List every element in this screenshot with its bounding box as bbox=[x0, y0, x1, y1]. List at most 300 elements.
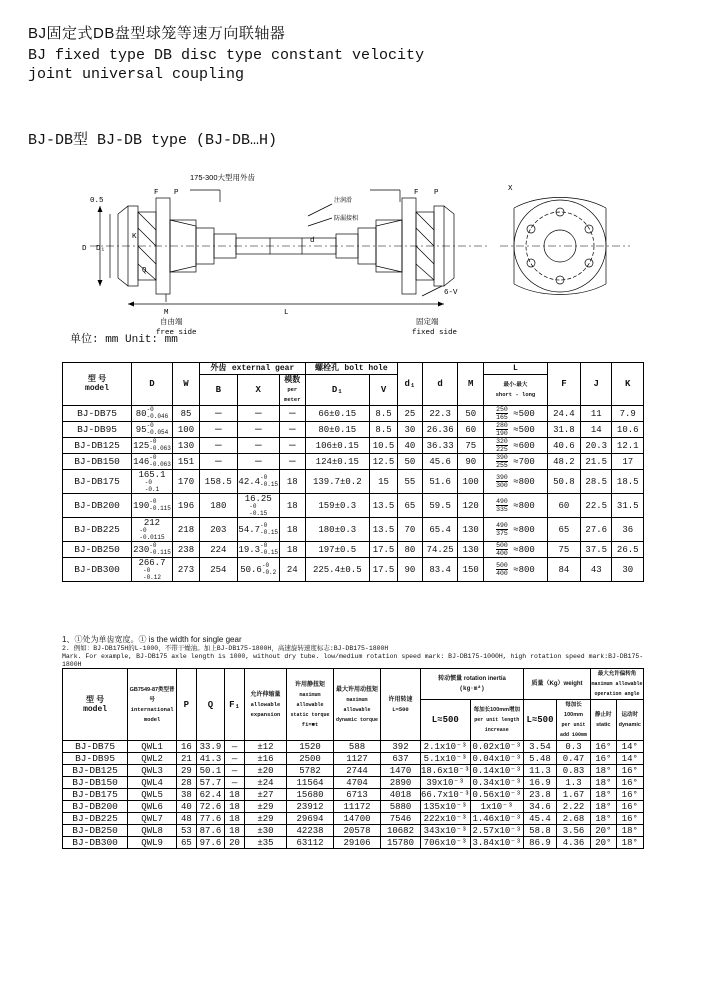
cell-F1: — bbox=[225, 777, 245, 789]
cell-module: 18 bbox=[279, 518, 305, 542]
cell-static-torque: 2500 bbox=[287, 753, 334, 765]
cell-angle-dynamic: 16° bbox=[616, 813, 643, 825]
cell-angle-dynamic: 18° bbox=[616, 837, 643, 849]
cell-model: BJ-DB75 bbox=[63, 741, 128, 753]
cell-model: BJ-DB225 bbox=[63, 813, 128, 825]
cell-J: 14 bbox=[581, 422, 612, 438]
note-1: 1、①处为单齿宽度。① is the width for single gear bbox=[62, 635, 242, 644]
cell-inertia2: 1.46x10⁻³ bbox=[470, 813, 523, 825]
cell-D1: 80±0.15 bbox=[305, 422, 369, 438]
cell-D1: 124±0.15 bbox=[305, 454, 369, 470]
cell-F1: — bbox=[225, 765, 245, 777]
cell-X: 42.4 -0 -0.15 bbox=[237, 470, 279, 494]
drawing-label-D: D bbox=[82, 245, 87, 253]
cell-speed: 637 bbox=[381, 753, 421, 765]
cell-P: 16 bbox=[177, 741, 197, 753]
cell-X: 19.3 -0 -0.15 bbox=[238, 542, 279, 556]
cell-M: 120 bbox=[458, 494, 484, 518]
cell-expansion: ±29 bbox=[244, 813, 286, 825]
cell-inertia2: 0.04x10⁻³ bbox=[470, 753, 523, 765]
th2-angle: 最大允许偏转角 maximum allowable operation angle bbox=[591, 669, 644, 700]
table-row bbox=[63, 470, 644, 494]
cell-dynamic-torque: 6713 bbox=[334, 789, 381, 801]
cell-weight2: 0.83 bbox=[556, 765, 590, 777]
cell-Q: 33.9 bbox=[196, 741, 225, 753]
cell-V: 8.5 bbox=[370, 422, 398, 438]
technical-drawing bbox=[70, 168, 640, 337]
cell-K: 12.1 bbox=[612, 438, 644, 454]
cell-J: 28.5 bbox=[581, 470, 612, 494]
th-d1: d₁ bbox=[398, 363, 423, 406]
cell-V: 8.5 bbox=[370, 406, 398, 422]
cell-B: 203 bbox=[200, 518, 237, 542]
note-3: Mark. For example, BJ-DB175 axle length is 1000, without dry tube. low/medium rotation speed mark: BJ-DB175-1000H, high rotation speed mark:BJ-DB175-1800H bbox=[62, 653, 644, 668]
cell-F: 50.8 bbox=[547, 470, 580, 494]
cell-D: 212 -0 -0.0115 bbox=[132, 518, 173, 542]
cell-model: BJ-DB225 bbox=[63, 518, 132, 542]
cell-P: 40 bbox=[177, 801, 197, 813]
cell-model: BJ-DB95 bbox=[63, 422, 132, 438]
cell-speed: 15780 bbox=[381, 837, 421, 849]
table2-header-row bbox=[63, 669, 644, 700]
table-header-row bbox=[63, 363, 644, 375]
cell-expansion: ±35 bbox=[244, 837, 286, 849]
cell-D: 95 -0 -0.054 bbox=[132, 422, 173, 438]
cell-module: — bbox=[279, 406, 305, 422]
cell-P: 48 bbox=[177, 813, 197, 825]
cell-L: $\frac{500}{400}$ ≈800 bbox=[484, 542, 548, 558]
cell-V: 15 bbox=[370, 470, 398, 494]
cell-F: 75 bbox=[547, 542, 580, 558]
cell-weight1: 5.48 bbox=[524, 753, 557, 765]
cell-angle-dynamic: 18° bbox=[616, 825, 643, 837]
cell-B: — bbox=[200, 406, 237, 422]
cell-Q: 72.6 bbox=[196, 801, 225, 813]
cell-inertia1: 135x10⁻³ bbox=[420, 801, 470, 813]
cell-X: — bbox=[237, 438, 279, 454]
dimensions-table bbox=[62, 362, 644, 582]
cell-inertia1: 18.6x10⁻³ bbox=[420, 765, 470, 776]
cell-dynamic-torque: 1127 bbox=[334, 753, 381, 765]
cell-W: 151 bbox=[172, 454, 199, 470]
cell-L: $\frac{390}{300}$ ≈800 bbox=[484, 470, 548, 494]
cell-expansion: ±29 bbox=[244, 801, 286, 813]
cell-D: 230 -0 -0.115 bbox=[133, 542, 171, 556]
cell-model: BJ-DB175 bbox=[63, 789, 128, 801]
cell-F1: 18 bbox=[225, 789, 245, 801]
cell-B: 224 bbox=[200, 542, 237, 558]
cell-inertia1: 343x10⁻³ bbox=[420, 825, 470, 837]
cell-Q: 77.6 bbox=[196, 813, 225, 825]
cell-module: — bbox=[279, 422, 305, 438]
cell-J: 20.3 bbox=[581, 438, 612, 454]
th2-P: P bbox=[177, 669, 197, 741]
drawing-label-grease: 注润滑 bbox=[334, 198, 353, 204]
cell-d: 26.36 bbox=[422, 422, 458, 438]
th-V: V bbox=[370, 375, 398, 406]
cell-inertia2: 3.84x10⁻³ bbox=[470, 837, 523, 849]
cell-P: 21 bbox=[177, 753, 197, 765]
cell-d: 51.6 bbox=[422, 470, 458, 494]
cell-V: 17.5 bbox=[370, 542, 398, 558]
cell-L: $\frac{320}{225}$ ≈600 bbox=[484, 438, 548, 454]
cell-weight2: 1.3 bbox=[556, 777, 590, 789]
cell-weight1: 45.4 bbox=[524, 813, 557, 825]
cell-K: 30 bbox=[612, 558, 644, 582]
cell-angle-static: 18° bbox=[591, 765, 617, 777]
cell-speed: 2890 bbox=[381, 777, 421, 789]
drawing-label-Q: Q bbox=[142, 267, 147, 275]
cell-J: 27.6 bbox=[581, 518, 612, 542]
cell-F: 84 bbox=[547, 558, 580, 582]
cell-intl: QWL4 bbox=[128, 777, 177, 789]
cell-dynamic-torque: 20578 bbox=[334, 825, 381, 837]
cell-inertia1: 66.7x10⁻³ bbox=[420, 789, 470, 800]
cell-inertia1: 706x10⁻³ bbox=[420, 837, 470, 849]
cell-model: BJ-DB95 bbox=[63, 753, 128, 765]
cell-module: 24 bbox=[279, 558, 305, 582]
table-row bbox=[63, 518, 644, 542]
cell-model: BJ-DB125 bbox=[63, 438, 132, 454]
cell-module: 18 bbox=[279, 470, 305, 494]
cell-W: 170 bbox=[172, 470, 199, 494]
drawing-svg bbox=[70, 168, 640, 337]
th-external-gear: 外齿 external gear bbox=[200, 363, 305, 375]
th2-Q: Q bbox=[196, 669, 225, 741]
cell-model: BJ-DB300 bbox=[63, 558, 132, 582]
cell-K: 7.9 bbox=[612, 406, 644, 422]
table-row bbox=[63, 494, 644, 518]
subtitle: BJ-DB型 BJ-DB type (BJ-DB…H) bbox=[28, 132, 278, 149]
cell-D1: 197±0.5 bbox=[305, 542, 369, 558]
th2-dynamic-torque: 最大许用动扭矩 maximum allowable dynamic torque bbox=[334, 669, 381, 741]
cell-weight2: 2.22 bbox=[556, 801, 590, 813]
cell-L: $\frac{280}{190}$ ≈500 bbox=[484, 422, 548, 438]
cell-d1: 55 bbox=[398, 470, 423, 494]
cell-F1: 18 bbox=[225, 825, 245, 837]
drawing-label-fixedside-en: fixed side bbox=[412, 329, 458, 337]
cell-speed: 1470 bbox=[381, 765, 421, 777]
cell-L: $\frac{490}{375}$ ≈800 bbox=[484, 518, 548, 542]
cell-dynamic-torque: 14700 bbox=[334, 813, 381, 825]
cell-intl: QWL8 bbox=[128, 825, 177, 837]
cell-F: 31.8 bbox=[547, 422, 580, 438]
cell-weight1: 11.3 bbox=[524, 765, 557, 777]
cell-model: BJ-DB175 bbox=[63, 470, 132, 494]
table-row bbox=[63, 789, 644, 801]
cell-F: 48.2 bbox=[547, 454, 580, 470]
cell-speed: 5880 bbox=[381, 801, 421, 813]
cell-intl: QWL2 bbox=[128, 753, 177, 765]
cell-expansion: ±24 bbox=[244, 777, 286, 789]
cell-module: 18 bbox=[279, 542, 305, 558]
cell-B: 180 bbox=[200, 494, 237, 518]
title-block bbox=[28, 22, 678, 84]
table-row bbox=[63, 753, 644, 765]
cell-Q: 41.3 bbox=[196, 753, 225, 765]
cell-K: 31.5 bbox=[612, 494, 644, 518]
th2-speed: 许用转速 L≈500 bbox=[381, 669, 421, 741]
cell-P: 38 bbox=[177, 789, 197, 801]
th-D1: D₁ bbox=[305, 375, 369, 406]
cell-angle-static: 20° bbox=[591, 837, 617, 849]
cell-inertia2: 1x10⁻³ bbox=[470, 801, 523, 813]
cell-B: 158.5 bbox=[200, 470, 237, 494]
th2-inertia-L500: L≈500 bbox=[420, 700, 470, 741]
cell-angle-dynamic: 16° bbox=[616, 765, 643, 777]
drawing-label-freeside-en: free side bbox=[156, 329, 197, 337]
cell-dynamic-torque: 2744 bbox=[334, 765, 381, 777]
table-row bbox=[63, 558, 644, 582]
cell-L: $\frac{250}{165}$ ≈500 bbox=[484, 406, 548, 422]
drawing-label-d: d bbox=[310, 237, 315, 245]
table-body bbox=[63, 406, 644, 582]
cell-Q: 50.1 bbox=[196, 765, 225, 777]
cell-angle-dynamic: 14° bbox=[616, 741, 643, 753]
cell-speed: 10682 bbox=[381, 825, 421, 837]
cell-model: BJ-DB125 bbox=[63, 765, 128, 777]
cell-model: BJ-DB250 bbox=[63, 825, 128, 837]
notes-block bbox=[62, 634, 648, 669]
th2-angle-dynamic: 运动时 dynamic bbox=[616, 700, 643, 741]
drawing-label-P: P bbox=[174, 189, 179, 197]
cell-inertia1: 2.1x10⁻³ bbox=[420, 741, 470, 753]
cell-module: 18 bbox=[279, 494, 305, 518]
cell-weight1: 23.8 bbox=[524, 789, 557, 801]
cell-D: 165.1 -0 -0.1 bbox=[132, 470, 173, 494]
cell-J: 11 bbox=[581, 406, 612, 422]
th-W: W bbox=[172, 363, 199, 406]
cell-F1: 18 bbox=[225, 813, 245, 825]
cell-weight2: 0.3 bbox=[556, 741, 590, 753]
cell-L: $\frac{390}{255}$ ≈700 bbox=[484, 454, 548, 470]
cell-static-torque: 23912 bbox=[287, 801, 334, 813]
cell-D: 80 -0 -0.046 bbox=[132, 406, 173, 422]
cell-J: 37.5 bbox=[581, 542, 612, 558]
note-2: 2. 例如：BJ-DB175H的L-1000，不带干燥油。加上BJ-DB175-1800H，高速旋转速度标志:BJ-DB175-1800H bbox=[62, 645, 389, 652]
cell-K: 17 bbox=[612, 454, 644, 470]
cell-angle-static: 16° bbox=[591, 741, 617, 753]
cell-F: 60 bbox=[547, 494, 580, 518]
th-d: d bbox=[422, 363, 458, 406]
cell-B: — bbox=[200, 422, 237, 438]
table-row bbox=[63, 801, 644, 813]
cell-speed: 7546 bbox=[381, 813, 421, 825]
drawing-label-D1: D₁ bbox=[96, 245, 106, 253]
cell-D1: 180±0.3 bbox=[305, 518, 369, 542]
cell-P: 53 bbox=[177, 825, 197, 837]
th-model: 型 号 model bbox=[63, 363, 132, 406]
cell-d: 74.25 bbox=[422, 542, 458, 558]
cell-inertia2: 0.56x10⁻³ bbox=[470, 789, 523, 801]
cell-M: 50 bbox=[458, 406, 484, 422]
th2-international: GB7549-87类型普号 international model bbox=[128, 669, 177, 741]
title-english-line1: BJ fixed type DB disc type constant velocity bbox=[28, 47, 425, 64]
cell-model: BJ-DB300 bbox=[63, 837, 128, 849]
title-english-line2: joint universal coupling bbox=[28, 66, 245, 83]
table-row bbox=[63, 813, 644, 825]
cell-Q: 87.6 bbox=[196, 825, 225, 837]
cell-intl: QWL1 bbox=[128, 741, 177, 753]
cell-P: 28 bbox=[177, 777, 197, 789]
cell-angle-dynamic: 14° bbox=[616, 753, 643, 765]
cell-P: 65 bbox=[177, 837, 197, 849]
cell-inertia1: 222x10⁻³ bbox=[420, 813, 470, 825]
cell-static-torque: 15680 bbox=[287, 789, 334, 801]
cell-W: 238 bbox=[172, 542, 199, 558]
cell-W: 273 bbox=[172, 558, 199, 582]
drawing-label-M: M bbox=[164, 309, 169, 317]
th2-weight-add: 每加长100mm per unit add 100mm bbox=[556, 700, 590, 741]
table-row bbox=[63, 454, 644, 470]
drawing-label-gear-note: 175-300大型用外齿 bbox=[190, 173, 256, 182]
cell-model: BJ-DB200 bbox=[63, 494, 132, 518]
th2-F1: F₁ bbox=[225, 669, 245, 741]
table2-body bbox=[63, 741, 644, 849]
cell-d: 36.33 bbox=[422, 438, 458, 454]
th-L-sub: 最小-最大 short - long bbox=[484, 375, 548, 406]
cell-Q: 57.7 bbox=[196, 777, 225, 789]
cell-X: — bbox=[237, 454, 279, 470]
cell-static-torque: 11564 bbox=[287, 777, 334, 789]
table-row bbox=[63, 406, 644, 422]
cell-weight1: 58.8 bbox=[524, 825, 557, 837]
cell-model: BJ-DB250 bbox=[63, 542, 132, 558]
table-row bbox=[63, 542, 644, 558]
cell-angle-dynamic: 16° bbox=[616, 789, 643, 801]
cell-weight1: 86.9 bbox=[524, 837, 557, 849]
cell-F: 40.6 bbox=[547, 438, 580, 454]
th-D: D bbox=[132, 363, 173, 406]
cell-speed: 392 bbox=[381, 741, 421, 753]
cell-weight1: 3.54 bbox=[524, 741, 557, 753]
cell-F: 65 bbox=[547, 518, 580, 542]
cell-d1: 40 bbox=[398, 438, 423, 454]
cell-angle-dynamic: 16° bbox=[616, 801, 643, 813]
th2-expansion: 允许伸缩量 allowable expansion bbox=[244, 669, 286, 741]
drawing-label-X: X bbox=[508, 185, 513, 193]
cell-D: 266.7 -0 -0.12 bbox=[132, 558, 173, 582]
cell-D: 190 -0 -0.115 bbox=[132, 494, 173, 518]
cell-angle-static: 18° bbox=[591, 801, 617, 813]
cell-W: 85 bbox=[172, 406, 199, 422]
drawing-label-joint: 防漏接相 bbox=[334, 216, 359, 222]
cell-dynamic-torque: 588 bbox=[334, 741, 381, 753]
cell-F1: 18 bbox=[225, 801, 245, 813]
th-F: F bbox=[547, 363, 580, 406]
cell-Q: 97.6 bbox=[196, 837, 225, 849]
cell-angle-static: 18° bbox=[591, 813, 617, 825]
cell-D1: 159±0.3 bbox=[305, 494, 369, 518]
drawing-label-6V: 6-V bbox=[444, 289, 458, 297]
cell-intl: QWL3 bbox=[128, 765, 177, 777]
cell-F1: 20 bbox=[225, 837, 245, 849]
cell-inertia2: 2.57x10⁻³ bbox=[470, 825, 523, 837]
cell-inertia2: 0.02x10⁻³ bbox=[470, 741, 523, 753]
drawing-label-K: K bbox=[132, 233, 137, 241]
drawing-label-P2: P bbox=[434, 189, 439, 197]
cell-weight1: 34.6 bbox=[524, 801, 557, 813]
cell-M: 75 bbox=[458, 438, 484, 454]
cell-d1: 25 bbox=[398, 406, 423, 422]
drawing-label-F: F bbox=[154, 189, 159, 197]
cell-static-torque: 63112 bbox=[287, 837, 334, 849]
cell-X: — bbox=[237, 422, 279, 438]
table-row bbox=[63, 825, 644, 837]
cell-static-torque: 1520 bbox=[287, 741, 334, 753]
cell-B: — bbox=[200, 454, 237, 470]
cell-D1: 66±0.15 bbox=[305, 406, 369, 422]
cell-X: 54.7 -0 -0.15 bbox=[237, 518, 279, 542]
th-L: L bbox=[484, 363, 548, 375]
cell-F: 24.4 bbox=[547, 406, 580, 422]
drawing-label-fixedside-cn: 固定端 bbox=[416, 317, 439, 326]
cell-module: — bbox=[279, 454, 305, 470]
cell-expansion: ±12 bbox=[244, 741, 286, 753]
cell-intl: QWL7 bbox=[128, 813, 177, 825]
th-X: X bbox=[237, 375, 279, 406]
cell-dynamic-torque: 29106 bbox=[334, 837, 381, 849]
cell-W: 130 bbox=[172, 438, 199, 454]
drawing-label-F2: F bbox=[414, 189, 419, 197]
cell-weight2: 4.36 bbox=[556, 837, 590, 849]
cell-expansion: ±20 bbox=[244, 765, 286, 777]
cell-W: 218 bbox=[172, 518, 199, 542]
cell-P: 29 bbox=[177, 765, 197, 777]
cell-model: BJ-DB75 bbox=[63, 406, 132, 422]
cell-expansion: ±16 bbox=[244, 753, 286, 765]
cell-M: 150 bbox=[458, 558, 484, 582]
cell-inertia1: 39x10⁻³ bbox=[420, 777, 470, 789]
cell-expansion: ±27 bbox=[244, 789, 286, 801]
cell-weight2: 2.68 bbox=[556, 813, 590, 825]
cell-B: — bbox=[200, 438, 237, 454]
cell-angle-static: 18° bbox=[591, 789, 617, 801]
th2-static-torque: 许用静扭矩 maximum allowable static torque fi=■t bbox=[287, 669, 334, 741]
cell-X: — bbox=[237, 406, 279, 422]
cell-K: 10.6 bbox=[612, 422, 644, 438]
cell-M: 60 bbox=[458, 422, 484, 438]
cell-W: 100 bbox=[172, 422, 199, 438]
th2-weight-L500: L≈500 bbox=[524, 700, 557, 741]
cell-V: 13.5 bbox=[370, 518, 398, 542]
th-K: K bbox=[612, 363, 644, 406]
cell-d: 65.4 bbox=[422, 518, 458, 542]
cell-K: 18.5 bbox=[612, 470, 644, 494]
cell-intl: QWL5 bbox=[128, 789, 177, 801]
cell-inertia2: 0.34x10⁻³ bbox=[470, 777, 523, 789]
th-module: 模数 per meter bbox=[279, 375, 305, 406]
cell-L: $\frac{500}{400}$ ≈800 bbox=[484, 558, 548, 582]
cell-model: BJ-DB150 bbox=[63, 777, 128, 789]
cell-D: 125 -0 -0.063 bbox=[133, 438, 171, 452]
th-M: M bbox=[458, 363, 484, 406]
cell-module: — bbox=[279, 438, 305, 454]
cell-W: 196 bbox=[172, 494, 199, 518]
cell-angle-static: 20° bbox=[591, 825, 617, 837]
th2-weight: 质量（Kg）weight bbox=[524, 669, 591, 700]
cell-M: 100 bbox=[458, 470, 484, 494]
cell-M: 90 bbox=[458, 454, 484, 470]
table-row bbox=[63, 422, 644, 438]
cell-angle-static: 16° bbox=[591, 753, 617, 765]
cell-intl: QWL9 bbox=[128, 837, 177, 849]
cell-angle-dynamic: 16° bbox=[616, 777, 643, 789]
cell-intl: QWL6 bbox=[128, 801, 177, 813]
th-J: J bbox=[581, 363, 612, 406]
cell-M: 130 bbox=[458, 518, 484, 542]
cell-J: 43 bbox=[581, 558, 612, 582]
